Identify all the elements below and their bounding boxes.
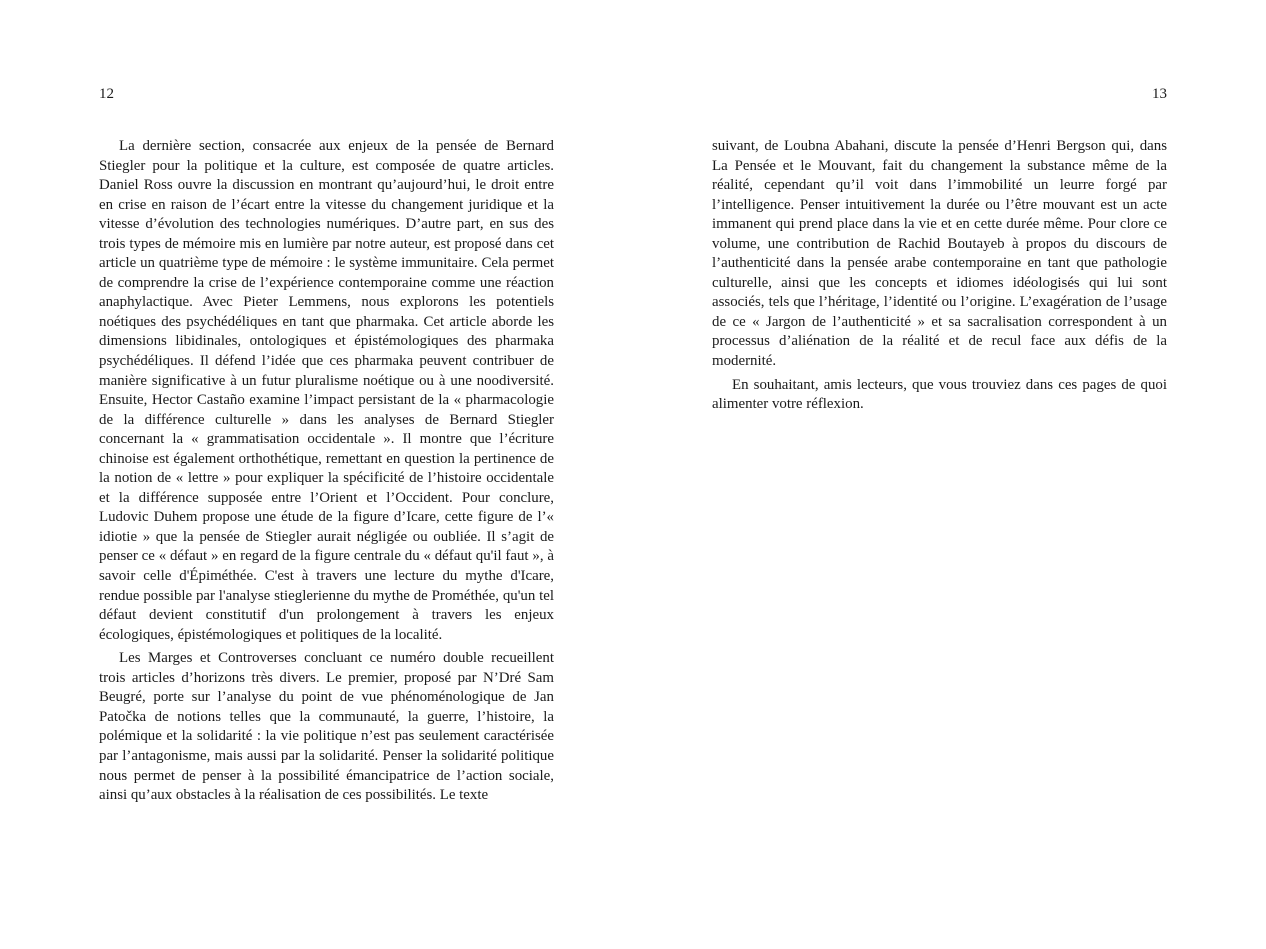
paragraph: La dernière section, consacrée aux enjeux de la pensée de Bernard Stiegler pour la politique et la culture, est composée de quatre articles. Daniel Ross ouvre la discussion en montrant qu’aujourd’hui, le droit entre en crise en raison de l’écart entre la vitesse du changement juridique et la vitesse d’évolution des technologies numériques. D’autre part, en sus des trois types de mémoire mis en lumière par notre auteur, est proposé dans cet article un quatrième type de mémoire : le système immunitaire. Cela permet de comprendre la crise de l’expérience contemporaine comme une réaction anaphylactique. Avec Pieter Lemmens, nous explorons les potentiels noétiques des psychédéliques en tant que pharmaka. Cet article aborde les dimensions libidinales, ontologiques et épistémologiques des pharmaka psychédéliques. Il défend l’idée que ces pharmaka peuvent contribuer de manière significative à un futur pluralisme noétique ou à une noodiversité. Ensuite, Hector Castaño examine l’impact persistant de la « pharmacologie de la différence culturelle » dans les analyses de Bernard Stiegler concernant la « grammatisation occidentale ». Il montre que l’écriture chinoise est également orthothétique, remettant en question la pertinence de la notion de « lettre » pour expliquer la spécificité de l’histoire occidentale et la différence supposée entre l’Orient et l’Occident. Pour conclure, Ludovic Duhem propose une étude de la figure d’Icare, cette figure de l’« idiotie » que la pensée de Stiegler aurait négligée ou oubliée. Il s’agit de penser ce « défaut » en regard de la figure centrale du « défaut qu'il faut », à savoir celle d'Épiméthée. C'est à travers une lecture du mythe d'Icare, rendue possible par l'analyse stieglerienne du mythe de Prométhée, qu'un tel défaut devient constitutif d'un prolongement à travers les enjeux écologiques, épistémologiques et politiques de la localité. — [99, 138, 554, 643]
paragraph-continued: suivant, de Loubna Abahani, discute la pensée d’Henri Bergson qui, dans La Pensée et le Mouvant, fait du changement la substance même de la réalité, cependant qu’il voit dans l’immobilité un leurre forgé par l’intelligence. Penser intuitivement la durée ou l’être mouvant est un acte immanent qui prend place dans la vie et en cette durée même. Pour clore ce volume, une contribution de Rachid Boutayeb à propos du discours de l’authenticité dans la pensée arabe contemporaine en tant que pathologie culturelle, ainsi que les concepts et idiomes idéologisés qui lui sont associés, tels que l’héritage, l’identité ou l’origine. L’exagération de l’usage de ce « Jargon de l’authenticité » et sa sacralisation correspondent à un processus d’aliénation de la réalité et de recul face aux défis de la modernité. — [712, 138, 1167, 370]
left-page-body — [99, 137, 554, 810]
right-page — [633, 0, 1266, 949]
page-number-right: 13 — [1152, 86, 1167, 102]
right-page-body — [712, 137, 1167, 419]
page-number-left: 12 — [99, 86, 114, 102]
paragraph: Les Marges et Controverses concluant ce numéro double recueillent trois articles d’horizons très divers. Le premier, proposé par N’Dré Sam Beugré, porte sur l’analyse du point de vue phénoménologique de Jan Patočka de notions telles que la communauté, la guerre, l’histoire, la polémique et la solidarité : la vie politique n’est pas seulement caractérisée par l’antagonisme, mais aussi par la solidarité. Penser la solidarité politique nous permet de penser à la possibilité émancipatrice de l’action sociale, ainsi qu’aux obstacles à la réalisation de ces possibilités. Le texte — [99, 650, 554, 804]
paragraph: En souhaitant, amis lecteurs, que vous trouviez dans ces pages de quoi alimenter votre réflexion. — [712, 376, 1167, 413]
